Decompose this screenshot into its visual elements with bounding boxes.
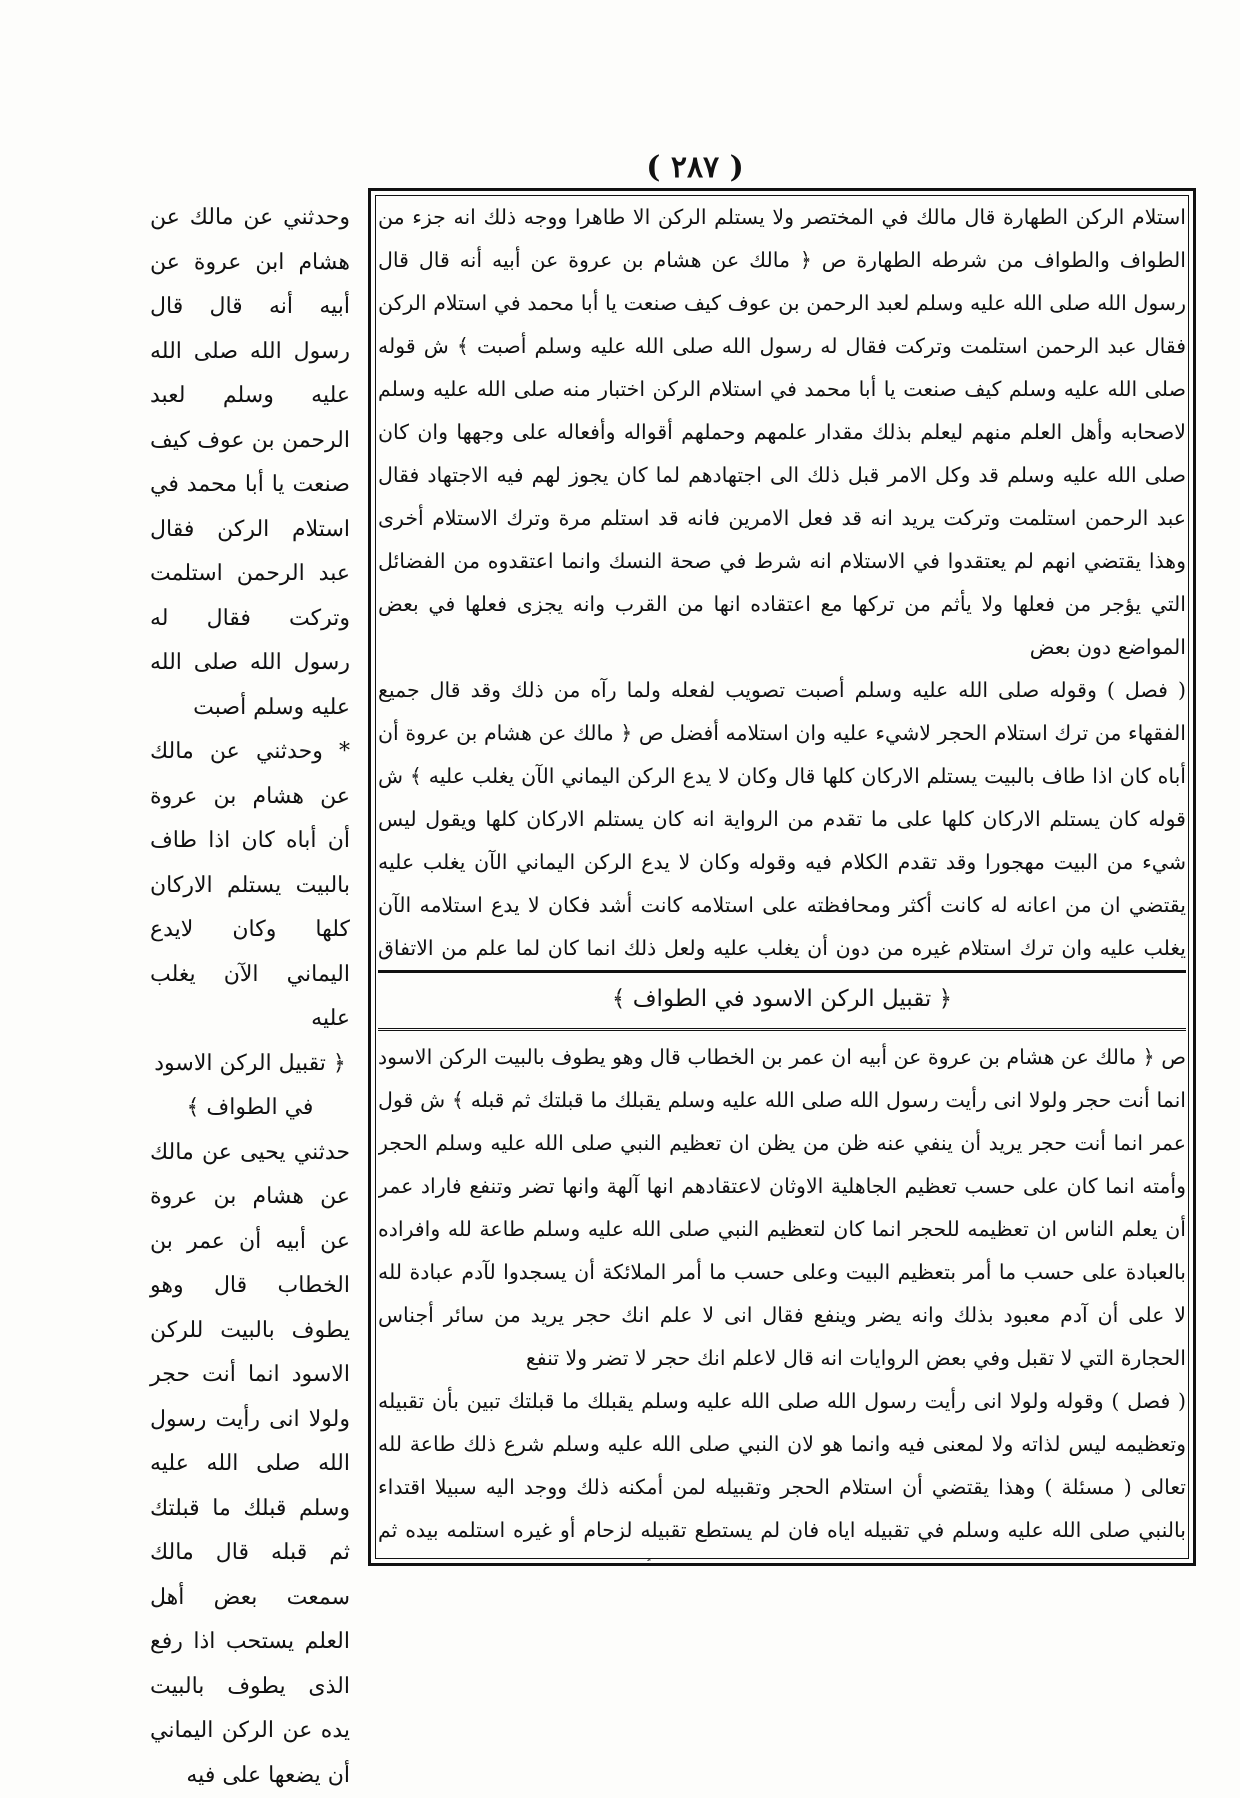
commentary-paragraph: ( فصل ) وقوله صلى الله عليه وسلم أصبت تصويب لفعله ولما رآه من ذلك وقد قال جميع الفقهاء من ترك استلام الحجر لاشيء عليه وان استلامه أفضل ص ﴿ مالك عن هشام بن عروة أن أباه كان اذا طاف بالبيت يستلم الاركان كلها قال وكان لا يدع الركن اليماني الآن يغلب عليه ﴾ ش قوله كان يستلم الاركان كلها على ما تقدم من الرواية انه كان يستلم الاركان كلها ويقول ليس شيء من البيت مهجورا وقد تقدم الكلام فيه وقوله وكان لا يدع الركن اليماني الآن يغلب عليه يقتضي ان من اعانه له كانت أكثر ومحافظته على استلامه كانت أشد فكان لا يدع استلامه الآن يغلب عليه وان ترك استلام غيره من دون أن يغلب عليه ولعل ذلك انما كان لما علم من الاتفاق	[378, 669, 1186, 966]
margin-paragraph: وحدثني عن مالك عن هشام ابن عروة عن أبيه أنه قال قال رسول الله صلى الله عليه وسلم لعبد الرحمن بن عوف كيف صنعت يا أبا محمد في استلام الركن فقال عبد الرحمن استلمت وتركت فقال له رسول الله صلى الله عليه وسلم أصبت	[150, 196, 350, 730]
chapter-heading: ﴿ تقبيل الركن الاسود في الطواف ﴾	[378, 974, 1186, 1024]
commentary-section-1	[378, 196, 1186, 966]
commentary-section-2	[378, 1036, 1186, 1561]
section-divider	[378, 970, 1186, 973]
commentary-paragraph: استلام الركن الطهارة قال مالك في المختصر ولا يستلم الركن الا طاهرا ووجه ذلك انه جزء من الطواف والطواف من شرطه الطهارة ص ﴿ مالك عن هشام بن عروة عن أبيه أنه قال قال رسول الله صلى الله عليه وسلم لعبد الرحمن بن عوف كيف صنعت يا أبا محمد في استلام الركن فقال عبد الرحمن استلمت وتركت فقال له رسول الله صلى الله عليه وسلم أصبت ﴾ ش قوله صلى الله عليه وسلم كيف صنعت يا أبا محمد في استلام الركن اختبار منه صلى الله عليه وسلم لاصحابه وأهل العلم منهم ليعلم بذلك مقدار علمهم وحملهم أقواله وأفعاله على وجهها وان كان صلى الله عليه وسلم قد وكل الامر قبل ذلك الى اجتهادهم لما كان يجوز لهم فيه الاجتهاد فقال عبد الرحمن استلمت وتركت يريد انه قد فعل الامرين فانه قد استلم مرة وترك الاستلام أخرى وهذا يقتضي انهم لم يعتقدوا في الاستلام انه شرط في صحة النسك وانما اعتقدوه من الفضائل التي يؤجر من فعلها ولا يأثم من تركها مع اعتقاده انها من القرب وانه يجزى فعلها في بعض المواضع دون بعض	[378, 196, 1186, 669]
margin-chapter-heading: ﴿ تقبيل الركن الاسود في الطواف ﴾	[150, 1042, 350, 1131]
margin-paragraph: حدثني يحيى عن مالك عن هشام بن عروة عن أبيه أن عمر بن الخطاب قال وهو يطوف بالبيت للركن الاسود انما أنت حجر ولولا انى رأيت رسول الله صلى الله عليه وسلم قبلك ما قبلتك ثم قبله قال مالك سمعت بعض أهل العلم يستحب اذا رفع الذى يطوف بالبيت يده عن الركن اليماني أن يضعها على فيه	[150, 1131, 350, 1798]
commentary-paragraph: ( فصل ) وقوله ولولا انى رأيت رسول الله صلى الله عليه وسلم يقبلك ما قبلتك تبين بأن تقبيله وتعظيمه ليس لذاته ولا لمعنى فيه وانما هو لان النبي صلى الله عليه وسلم شرع ذلك طاعة لله تعالى ( مسئلة ) وهذا يقتضي أن استلام الحجر وتقبيله لمن أمكنه ذلك ووجد اليه سبيلا اقتداء بالنبي صلى الله عليه وسلم في تقبيله اياه فان لم يستطع تقبيله لزحام أو غيره استلمه بيده ثم	[378, 1380, 1186, 1561]
margin-paragraph: * وحدثني عن مالك عن هشام بن عروة أن أباه كان اذا طاف بالبيت يستلم الاركان كلها وكان لايدع اليماني الآن يغلب عليه	[150, 730, 350, 1042]
section-divider	[378, 1028, 1186, 1031]
commentary-paragraph: ص ﴿ مالك عن هشام بن عروة عن أبيه ان عمر بن الخطاب قال وهو يطوف بالبيت الركن الاسود انما أنت حجر ولولا انى رأيت رسول الله صلى الله عليه وسلم يقبلك ما قبلتك ثم قبله ﴾ ش قول عمر انما أنت حجر يريد أن ينفي عنه ظن من يظن ان تعظيم النبي صلى الله عليه وسلم الحجر وأمته انما كان على حسب تعظيم الجاهلية الاوثان لاعتقادهم انها آلهة وانها تضر وتنفع فاراد عمر أن يعلم الناس ان تعظيمه للحجر انما كان لتعظيم النبي صلى الله عليه وسلم طاعة لله وافراده بالعبادة على حسب ما أمر بتعظيم البيت وعلى حسب ما أمر الملائكة أن يسجدوا لآدم عبادة لله لا على أن آدم معبود بذلك وانه يضر وينفع فقال انى لا علم انك حجر يريد من سائر أجناس الحجارة التي لا تقبل وفي بعض الروايات انه قال لاعلم انك حجر لا تضر ولا تنفع	[378, 1036, 1186, 1380]
margin-hadith-column	[150, 196, 350, 1798]
page-number: ( ٢٨٧ )	[640, 150, 750, 185]
